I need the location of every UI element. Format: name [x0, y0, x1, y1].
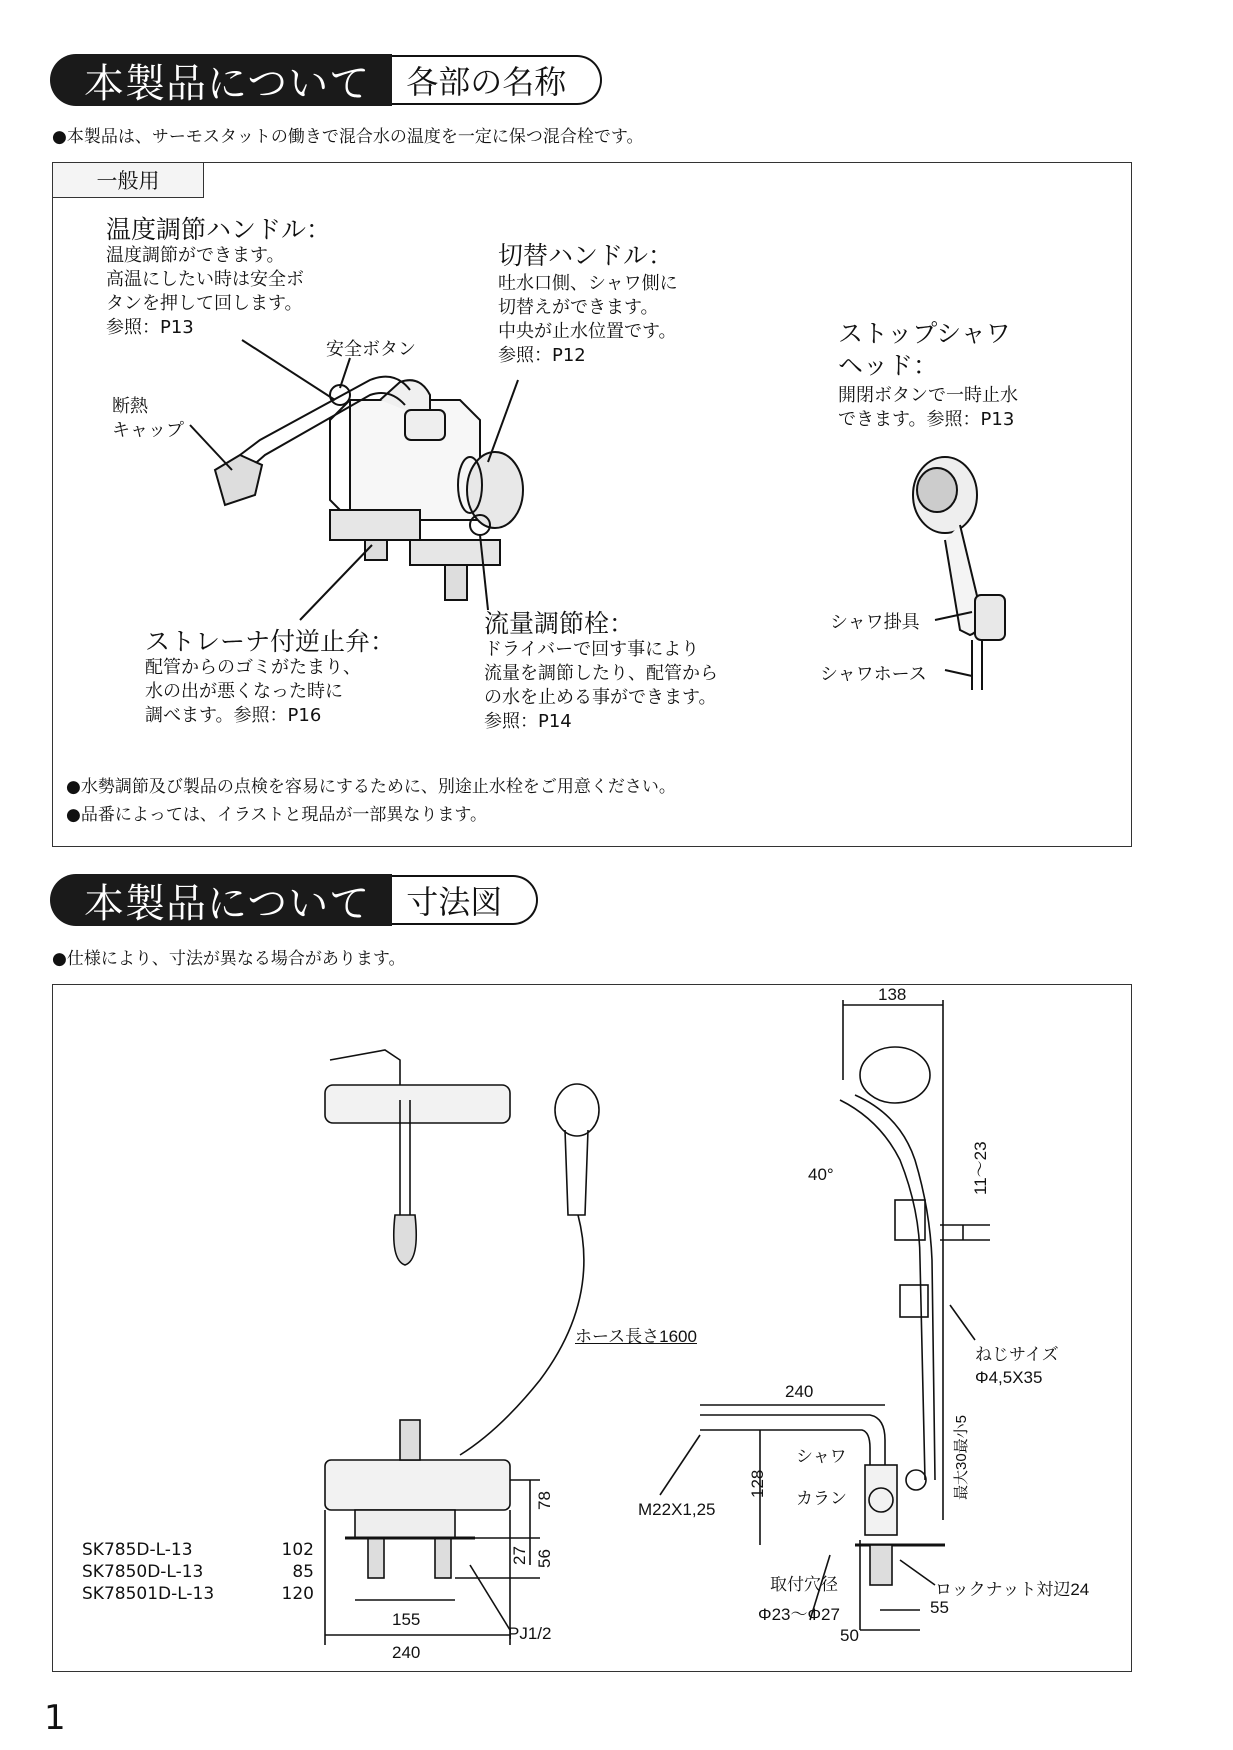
thread-m22: M22X1,25	[638, 1500, 716, 1519]
dim-240-top: 240	[785, 1382, 814, 1401]
model-value: 85	[292, 1562, 314, 1582]
model-row	[82, 1562, 314, 1584]
dim-155: 155	[392, 1610, 421, 1629]
pj-thread: PJ1/2	[508, 1624, 552, 1643]
lock-nut: ロックナット対辺24	[935, 1580, 1090, 1599]
screw-size-value: Φ4,5X35	[975, 1368, 1043, 1387]
section1-header-main: 本製品について	[50, 54, 392, 106]
dim-240: 240	[392, 1643, 421, 1662]
dim-128: 128	[748, 1469, 767, 1498]
dim-56: 56	[535, 1549, 554, 1568]
model-name: SK78501D-L-13	[82, 1584, 215, 1604]
flow-valve-title: 流量調節栓：	[484, 609, 635, 638]
hole-value: Φ23～Φ27	[758, 1605, 840, 1624]
hose-length: ホース長さ1600	[575, 1327, 697, 1346]
stop-shower-title-1: ストップシャワ	[838, 319, 1011, 348]
model-value: 120	[281, 1584, 314, 1604]
model-table	[82, 1540, 314, 1606]
karan-direction: カラン	[796, 1489, 847, 1508]
dim-78: 78	[535, 1491, 554, 1510]
screw-size-title: ねじサイズ	[975, 1345, 1059, 1364]
page-number: 1	[44, 1698, 66, 1738]
model-value: 102	[281, 1540, 314, 1560]
dim-55: 55	[930, 1598, 949, 1617]
section2-intro: ●仕様により、寸法が異なる場合があります。	[52, 949, 406, 969]
stop-shower-title-2: ヘッド：	[838, 351, 939, 380]
shower-hose-label: シャワホース	[820, 664, 927, 685]
footnote-1: ●水勢調節及び製品の点検を容易にするために、別途止水栓をご用意ください。	[66, 777, 676, 797]
switch-handle-title: 切替ハンドル：	[498, 241, 674, 270]
dim-max30: 最大30最小5	[953, 1414, 970, 1500]
dim-40deg: 40°	[808, 1165, 834, 1184]
strainer-title: ストレーナ付逆止弁：	[145, 627, 396, 656]
flow-valve-desc: ドライバーで回す事により 流量を調節したり、配管から の水を止める事ができます。 参照：P14	[484, 639, 718, 732]
model-row	[82, 1584, 314, 1606]
section2-header-sub: 寸法図	[392, 875, 538, 925]
dim-50: 50	[840, 1626, 859, 1645]
model-name: SK785D-L-13	[82, 1540, 193, 1560]
dim-138: 138	[878, 985, 907, 1004]
section1-intro: ●本製品は、サーモスタットの働きで混合水の温度を一定に保つ混合栓です。	[52, 127, 644, 147]
shower-hook-label: シャワ掛具	[830, 612, 920, 633]
model-name: SK7850D-L-13	[82, 1562, 204, 1582]
shower-direction: シャワ	[796, 1447, 847, 1466]
strainer-desc: 配管からのゴミがたまり、 水の出が悪くなった時に 調べます。参照：P16	[145, 657, 361, 726]
insulation-cap-label: 断熱 キャップ	[112, 396, 184, 441]
section2-header-main: 本製品について	[50, 874, 392, 926]
dim-27: 27	[510, 1546, 529, 1565]
safety-button-label: 安全ボタン	[326, 339, 416, 360]
temp-handle-desc: 温度調節ができます。 高温にしたい時は安全ボ タンを押して回します。 参照：P13	[106, 245, 304, 338]
footnote-2: ●品番によっては、イラストと現品が一部異なります。	[66, 805, 487, 825]
switch-handle-desc: 吐水口側、シャワ側に 切替えができます。 中央が止水位置です。 参照：P12	[498, 273, 678, 366]
model-row	[82, 1540, 314, 1562]
stop-shower-desc: 開閉ボタンで一時止水 できます。参照：P13	[838, 385, 1018, 430]
temp-handle-title: 温度調節ハンドル：	[106, 215, 332, 244]
hole-title: 取付穴径	[770, 1575, 838, 1594]
section1-header-sub: 各部の名称	[392, 55, 602, 105]
general-use-tab: 一般用	[53, 163, 204, 198]
dim-11-23: 11～23	[971, 1141, 990, 1195]
